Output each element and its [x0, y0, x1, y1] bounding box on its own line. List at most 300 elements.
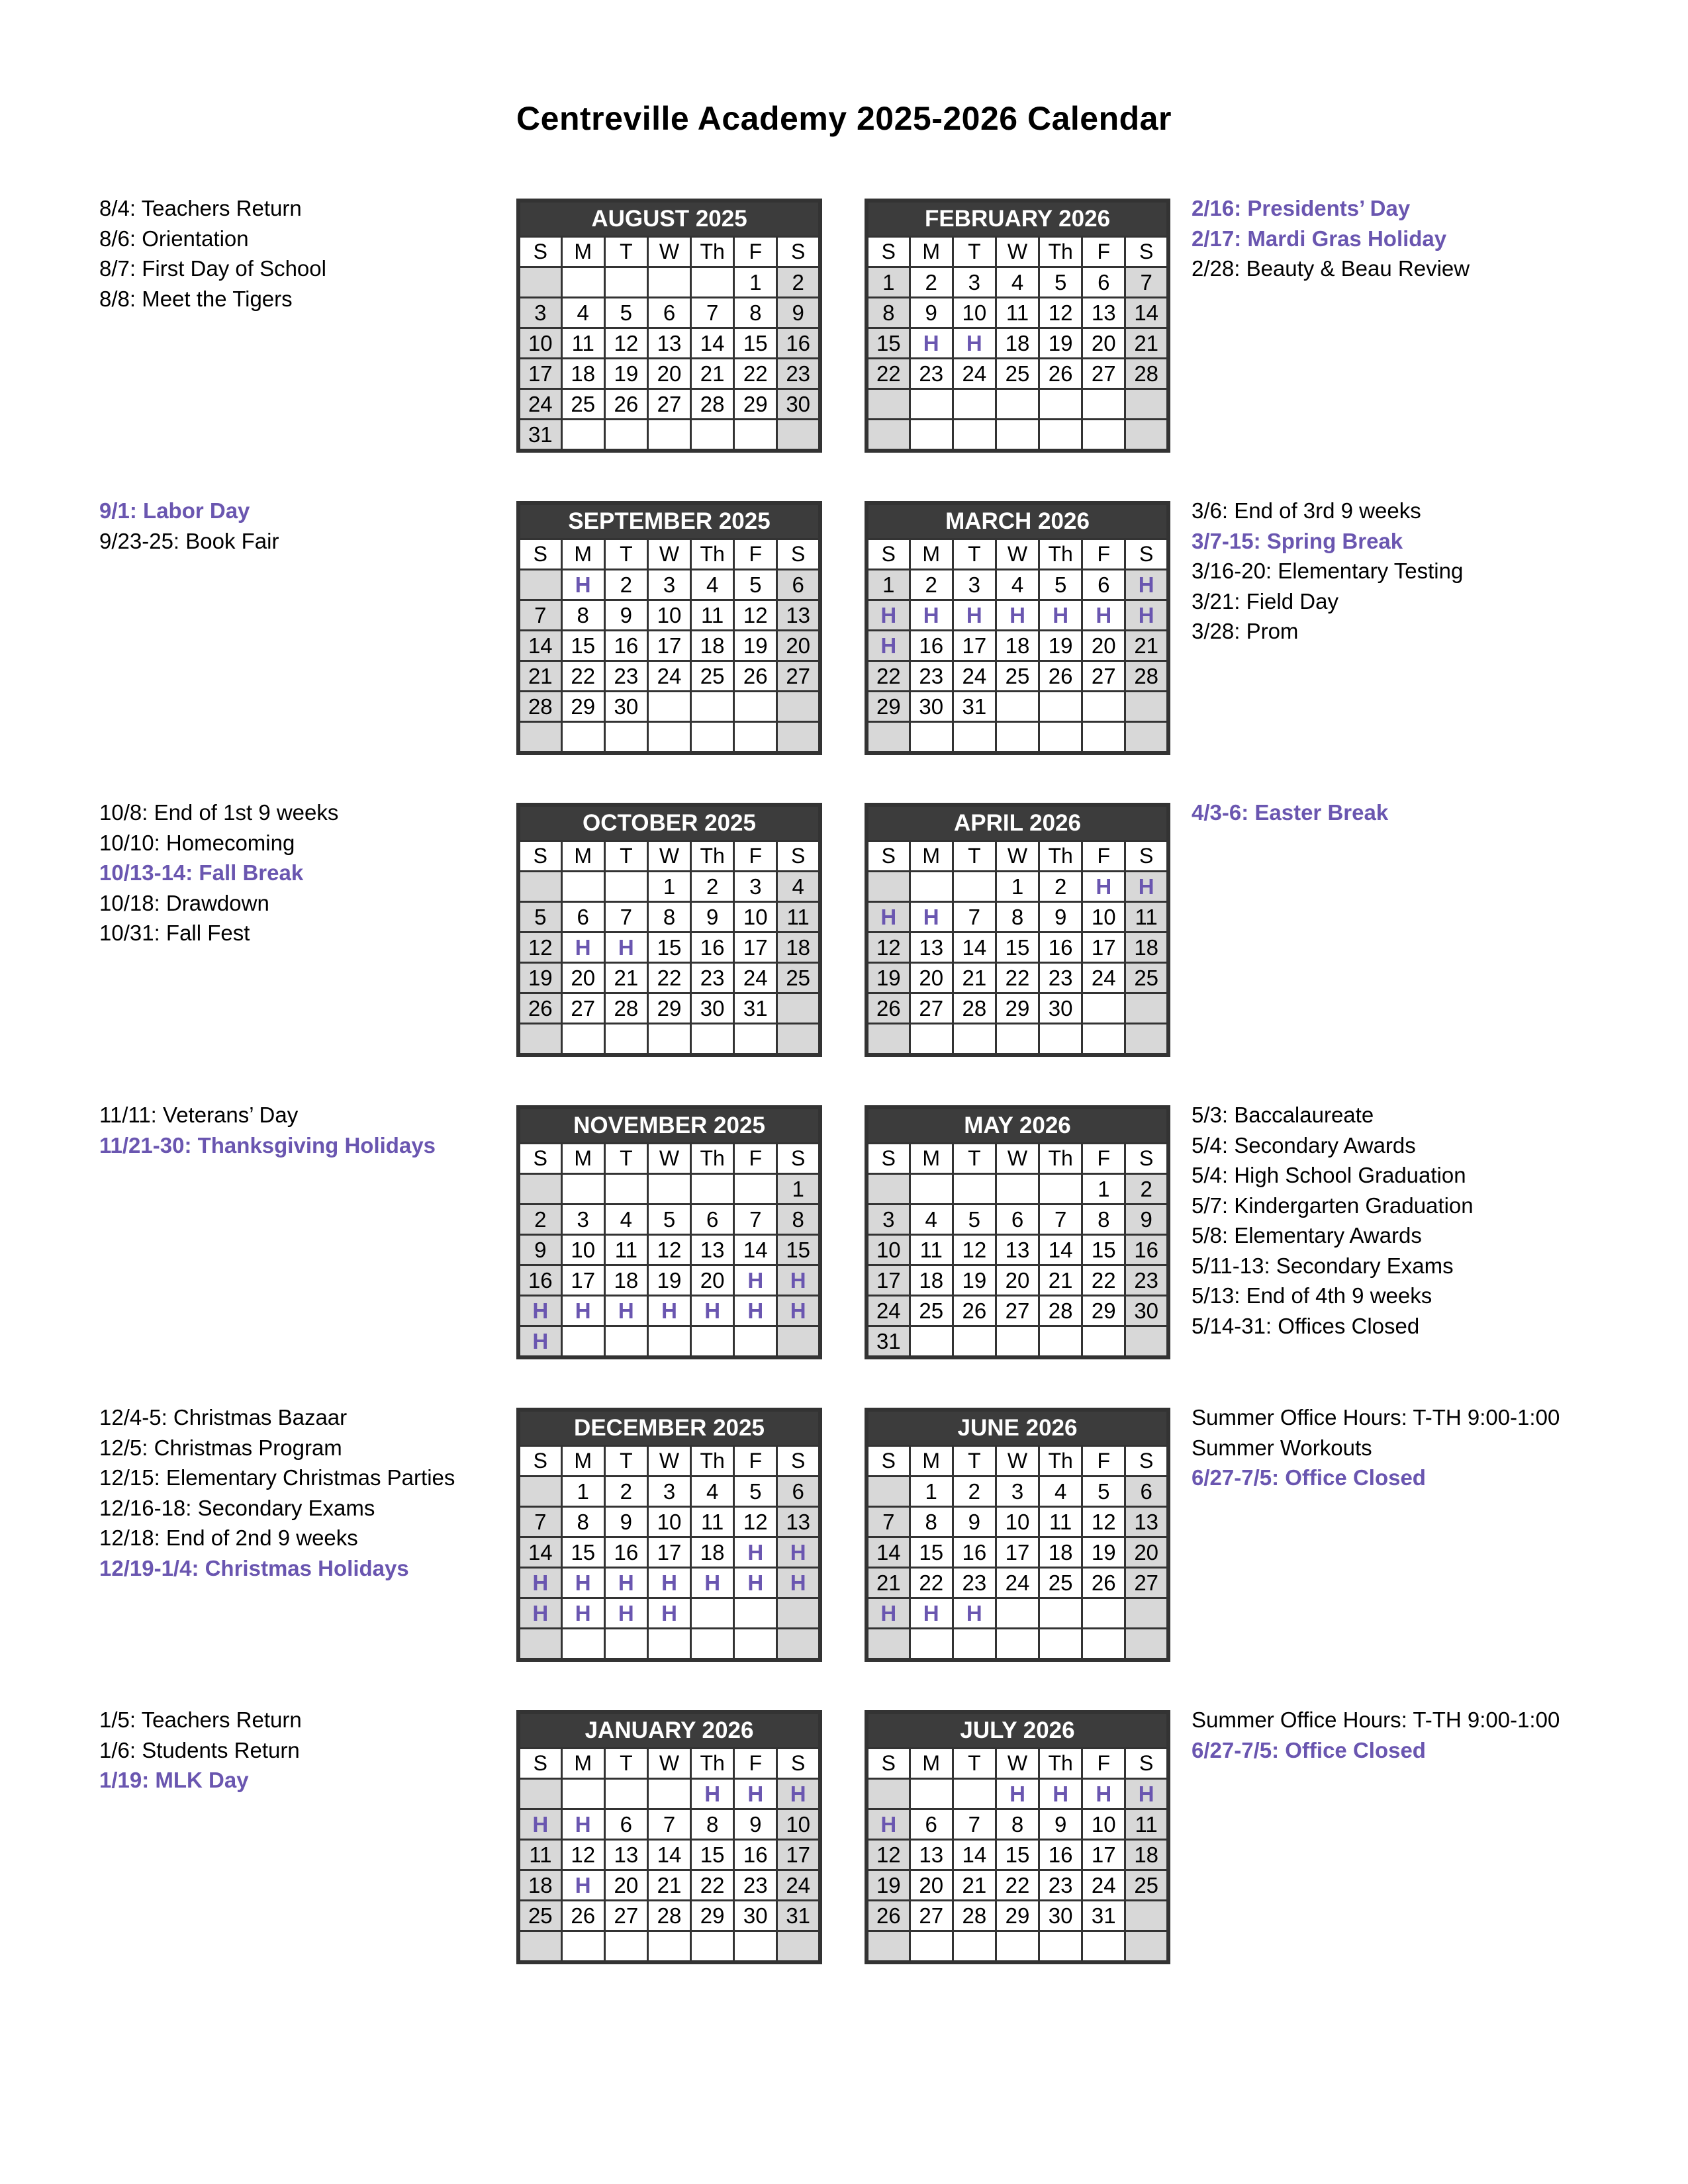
day-cell: 21	[1039, 1265, 1082, 1296]
day-cell: 15	[910, 1537, 953, 1568]
holiday-cell: H	[867, 1809, 910, 1840]
day-cell	[910, 1779, 953, 1809]
day-cell: 9	[1125, 1205, 1168, 1235]
day-cell	[691, 1326, 734, 1358]
week-row	[867, 692, 1168, 722]
day-cell: 24	[953, 359, 996, 389]
day-cell	[1039, 1024, 1082, 1056]
week-row	[518, 1901, 820, 1931]
holiday-cell: H	[996, 1779, 1039, 1809]
event-item: 5/13: End of 4th 9 weeks	[1192, 1283, 1432, 1308]
day-cell: 28	[647, 1901, 690, 1931]
day-cell	[953, 1174, 996, 1205]
day-cell: 14	[647, 1840, 690, 1870]
holiday-cell: H	[953, 600, 996, 631]
day-cell: 20	[777, 631, 820, 661]
day-cell: 16	[953, 1537, 996, 1568]
week-row	[518, 570, 820, 600]
weekday-header: M	[561, 237, 604, 267]
day-cell: 12	[647, 1235, 690, 1265]
day-cell: 12	[867, 1840, 910, 1870]
day-cell: 27	[1082, 661, 1125, 692]
day-cell: 19	[1082, 1537, 1125, 1568]
day-cell: 14	[691, 328, 734, 359]
weekday-header: S	[777, 1144, 820, 1174]
holiday-cell: H	[867, 1598, 910, 1629]
holiday-event: 4/3-6: Easter Break	[1192, 800, 1389, 825]
day-cell: 26	[518, 993, 561, 1024]
day-cell: 6	[647, 298, 690, 328]
event-item: 12/4-5: Christmas Bazaar	[99, 1405, 348, 1430]
day-cell	[867, 872, 910, 902]
holiday-cell: H	[518, 1598, 561, 1629]
weekday-header: S	[867, 1144, 910, 1174]
day-cell: 12	[1039, 298, 1082, 328]
day-cell: 2	[604, 570, 647, 600]
week-row	[867, 1931, 1168, 1963]
weekday-header: W	[647, 1446, 690, 1477]
day-cell: 19	[647, 1265, 690, 1296]
day-cell: 7	[1125, 267, 1168, 298]
week-row	[867, 993, 1168, 1024]
day-cell: 25	[777, 963, 820, 993]
day-cell: 28	[518, 692, 561, 722]
day-cell: 13	[1125, 1507, 1168, 1537]
weekday-header: F	[734, 841, 777, 872]
holiday-cell: H	[996, 600, 1039, 631]
day-cell: 8	[561, 600, 604, 631]
week-row	[518, 1931, 820, 1963]
day-cell	[604, 1326, 647, 1358]
event-item: 10/8: End of 1st 9 weeks	[99, 800, 339, 825]
month-title: FEBRUARY 2026	[867, 201, 1168, 237]
day-cell: 7	[734, 1205, 777, 1235]
day-cell: 1	[996, 872, 1039, 902]
weekday-header: Th	[691, 1749, 734, 1779]
day-cell: 12	[734, 1507, 777, 1537]
day-cell	[953, 1024, 996, 1056]
holiday-cell: H	[734, 1779, 777, 1809]
day-cell: 28	[953, 1901, 996, 1931]
month-calendar	[516, 1710, 822, 1964]
day-cell	[691, 420, 734, 451]
weekday-header: F	[734, 539, 777, 570]
holiday-cell: H	[910, 902, 953, 933]
day-cell: 29	[561, 692, 604, 722]
day-cell: 17	[867, 1265, 910, 1296]
day-cell: 8	[996, 1809, 1039, 1840]
day-cell: 21	[1125, 631, 1168, 661]
day-cell	[647, 1931, 690, 1963]
event-item: Summer Office Hours: T-TH 9:00-1:00	[1192, 1405, 1560, 1430]
day-cell	[953, 1326, 996, 1358]
weekday-header: W	[647, 237, 690, 267]
day-cell	[910, 389, 953, 420]
holiday-cell: H	[647, 1598, 690, 1629]
week-row	[867, 933, 1168, 963]
week-row	[518, 1265, 820, 1296]
day-cell: 9	[518, 1235, 561, 1265]
day-cell	[604, 722, 647, 754]
day-cell: 21	[1125, 328, 1168, 359]
day-cell: 20	[910, 1870, 953, 1901]
day-cell	[996, 420, 1039, 451]
day-cell	[647, 1779, 690, 1809]
week-row	[867, 1507, 1168, 1537]
day-cell: 8	[691, 1809, 734, 1840]
day-cell	[1082, 1024, 1125, 1056]
week-row	[518, 1598, 820, 1629]
week-row	[518, 328, 820, 359]
month-title: DECEMBER 2025	[518, 1410, 820, 1446]
day-cell: 5	[604, 298, 647, 328]
day-cell: 2	[953, 1477, 996, 1507]
day-cell: 11	[777, 902, 820, 933]
event-item: 3/16-20: Elementary Testing	[1192, 559, 1464, 583]
holiday-cell: H	[518, 1326, 561, 1358]
day-cell: 18	[1125, 1840, 1168, 1870]
day-cell: 29	[1082, 1296, 1125, 1326]
day-cell: 3	[953, 267, 996, 298]
right-event-list	[1192, 496, 1463, 647]
day-cell	[734, 1598, 777, 1629]
day-cell	[691, 1931, 734, 1963]
day-cell	[777, 692, 820, 722]
day-cell: 18	[691, 631, 734, 661]
day-cell: 4	[996, 267, 1039, 298]
day-cell	[561, 1931, 604, 1963]
month-title: APRIL 2026	[867, 805, 1168, 841]
day-cell	[518, 1779, 561, 1809]
day-cell: 2	[518, 1205, 561, 1235]
day-cell: 25	[518, 1901, 561, 1931]
day-cell: 16	[1125, 1235, 1168, 1265]
day-cell	[734, 1326, 777, 1358]
day-cell: 3	[647, 570, 690, 600]
day-cell: 3	[647, 1477, 690, 1507]
day-cell: 10	[996, 1507, 1039, 1537]
holiday-cell: H	[1125, 1779, 1168, 1809]
day-cell: 19	[867, 963, 910, 993]
day-cell: 21	[953, 963, 996, 993]
day-cell	[1125, 1326, 1168, 1358]
weekday-header: W	[647, 1144, 690, 1174]
day-cell: 6	[777, 570, 820, 600]
day-cell: 7	[518, 1507, 561, 1537]
day-cell: 29	[867, 692, 910, 722]
weekday-header: T	[953, 841, 996, 872]
day-cell: 17	[953, 631, 996, 661]
week-row	[867, 1870, 1168, 1901]
day-cell: 5	[734, 570, 777, 600]
day-cell	[604, 1629, 647, 1661]
weekday-header: Th	[691, 1144, 734, 1174]
day-cell	[996, 1598, 1039, 1629]
day-cell: 13	[996, 1235, 1039, 1265]
weekday-header: W	[996, 1749, 1039, 1779]
day-cell: 8	[996, 902, 1039, 933]
day-cell: 13	[777, 600, 820, 631]
weekday-header: T	[604, 1144, 647, 1174]
day-cell: 20	[1082, 328, 1125, 359]
event-item: 8/6: Orientation	[99, 226, 249, 251]
holiday-cell: H	[647, 1296, 690, 1326]
day-cell	[691, 1598, 734, 1629]
day-cell: 11	[518, 1840, 561, 1870]
week-row	[867, 1809, 1168, 1840]
event-item: 5/3: Baccalaureate	[1192, 1103, 1374, 1127]
right-event-list	[1192, 1705, 1560, 1765]
week-row	[867, 872, 1168, 902]
weekday-header: S	[777, 539, 820, 570]
day-cell: 8	[647, 902, 690, 933]
day-cell: 6	[777, 1477, 820, 1507]
event-item: 10/10: Homecoming	[99, 830, 295, 855]
weekday-header: F	[1082, 237, 1125, 267]
weekday-header: W	[996, 539, 1039, 570]
day-cell	[647, 692, 690, 722]
day-cell: 10	[953, 298, 996, 328]
day-cell: 3	[867, 1205, 910, 1235]
day-cell: 7	[518, 600, 561, 631]
day-cell	[1039, 722, 1082, 754]
day-cell: 27	[996, 1296, 1039, 1326]
day-cell	[518, 570, 561, 600]
day-cell: 10	[518, 328, 561, 359]
day-cell: 4	[604, 1205, 647, 1235]
day-cell: 21	[647, 1870, 690, 1901]
event-item: Summer Workouts	[1192, 1435, 1372, 1460]
weekday-header: S	[777, 237, 820, 267]
day-cell	[1125, 420, 1168, 451]
day-cell: 11	[996, 298, 1039, 328]
day-cell: 26	[867, 1901, 910, 1931]
day-cell: 23	[1039, 1870, 1082, 1901]
day-cell: 19	[1039, 631, 1082, 661]
day-cell	[561, 267, 604, 298]
day-cell: 15	[996, 1840, 1039, 1870]
week-row	[518, 1326, 820, 1358]
day-cell: 23	[953, 1568, 996, 1598]
day-cell: 6	[1082, 570, 1125, 600]
weekday-header: S	[777, 1446, 820, 1477]
day-cell: 26	[734, 661, 777, 692]
day-cell	[604, 420, 647, 451]
day-cell: 18	[691, 1537, 734, 1568]
holiday-cell: H	[910, 600, 953, 631]
event-item: Summer Office Hours: T-TH 9:00-1:00	[1192, 1707, 1560, 1732]
month-calendar	[865, 1105, 1170, 1359]
day-cell: 7	[647, 1809, 690, 1840]
month-calendar	[865, 803, 1170, 1057]
day-cell: 16	[604, 631, 647, 661]
event-item: 5/4: High School Graduation	[1192, 1163, 1466, 1187]
holiday-event: 10/13-14: Fall Break	[99, 860, 304, 885]
day-cell: 17	[647, 631, 690, 661]
holiday-cell: H	[561, 1870, 604, 1901]
week-row	[867, 722, 1168, 754]
weekday-header: T	[953, 539, 996, 570]
day-cell: 27	[647, 389, 690, 420]
day-cell: 31	[777, 1901, 820, 1931]
day-cell: 16	[777, 328, 820, 359]
holiday-cell: H	[1125, 570, 1168, 600]
day-cell: 7	[953, 902, 996, 933]
day-cell	[1125, 1024, 1168, 1056]
day-cell	[1039, 1174, 1082, 1205]
day-cell	[996, 1931, 1039, 1963]
day-cell: 30	[691, 993, 734, 1024]
day-cell	[910, 722, 953, 754]
week-row	[518, 933, 820, 963]
month-title: JUNE 2026	[867, 1410, 1168, 1446]
day-cell	[734, 1024, 777, 1056]
weekday-header: S	[518, 1446, 561, 1477]
page-title: Centreville Academy 2025-2026 Calendar	[516, 100, 1172, 137]
week-row	[867, 267, 1168, 298]
week-row	[518, 692, 820, 722]
week-row	[867, 1779, 1168, 1809]
day-cell	[1125, 1629, 1168, 1661]
day-cell: 9	[691, 902, 734, 933]
day-cell	[691, 1174, 734, 1205]
day-cell: 28	[1125, 359, 1168, 389]
day-cell: 30	[734, 1901, 777, 1931]
month-calendar	[516, 1408, 822, 1662]
day-cell: 17	[1082, 933, 1125, 963]
day-cell	[1082, 993, 1125, 1024]
day-cell: 18	[518, 1870, 561, 1901]
week-row	[867, 1326, 1168, 1358]
holiday-cell: H	[734, 1537, 777, 1568]
day-cell	[1039, 420, 1082, 451]
weekday-header: S	[1125, 539, 1168, 570]
day-cell: 26	[1039, 359, 1082, 389]
day-cell: 22	[867, 661, 910, 692]
week-row	[518, 993, 820, 1024]
weekday-header: T	[604, 237, 647, 267]
weekday-header: S	[1125, 1749, 1168, 1779]
weekday-header: M	[910, 237, 953, 267]
day-cell: 25	[561, 389, 604, 420]
day-cell: 4	[1039, 1477, 1082, 1507]
day-cell: 22	[1082, 1265, 1125, 1296]
day-cell: 18	[910, 1265, 953, 1296]
week-row	[518, 1840, 820, 1870]
day-cell: 28	[953, 993, 996, 1024]
day-cell: 5	[1039, 570, 1082, 600]
weekday-header: F	[1082, 841, 1125, 872]
month-calendar	[865, 501, 1170, 755]
week-row	[867, 661, 1168, 692]
week-row	[518, 359, 820, 389]
weekday-header: Th	[1039, 841, 1082, 872]
day-cell: 8	[1082, 1205, 1125, 1235]
day-cell	[910, 1931, 953, 1963]
week-row	[518, 1779, 820, 1809]
holiday-event: 11/21-30: Thanksgiving Holidays	[99, 1132, 436, 1158]
day-cell	[604, 1779, 647, 1809]
right-event-list	[1192, 1100, 1474, 1341]
day-cell	[1082, 1598, 1125, 1629]
holiday-cell: H	[910, 328, 953, 359]
day-cell: 2	[910, 570, 953, 600]
holiday-cell: H	[777, 1568, 820, 1598]
day-cell	[691, 722, 734, 754]
day-cell: 31	[1082, 1901, 1125, 1931]
holiday-cell: H	[518, 1296, 561, 1326]
day-cell: 1	[910, 1477, 953, 1507]
day-cell	[647, 1629, 690, 1661]
left-event-list	[99, 1402, 455, 1583]
day-cell	[1125, 993, 1168, 1024]
day-cell	[604, 1024, 647, 1056]
day-cell	[518, 1931, 561, 1963]
day-cell: 27	[777, 661, 820, 692]
holiday-cell: H	[1125, 872, 1168, 902]
day-cell: 10	[647, 600, 690, 631]
day-cell: 11	[1125, 902, 1168, 933]
holiday-cell: H	[734, 1265, 777, 1296]
day-cell: 12	[604, 328, 647, 359]
holiday-cell: H	[1039, 600, 1082, 631]
day-cell: 15	[561, 631, 604, 661]
holiday-event: 2/16: Presidents’ Day	[1192, 196, 1411, 220]
day-cell: 5	[518, 902, 561, 933]
day-cell	[647, 1174, 690, 1205]
day-cell: 15	[996, 933, 1039, 963]
day-cell	[1082, 1326, 1125, 1358]
event-item: 3/6: End of 3rd 9 weeks	[1192, 498, 1421, 523]
right-event-list	[1192, 193, 1470, 284]
day-cell: 11	[1039, 1507, 1082, 1537]
day-cell	[996, 389, 1039, 420]
week-row	[867, 963, 1168, 993]
day-cell: 14	[1125, 298, 1168, 328]
day-cell: 14	[518, 631, 561, 661]
week-row	[867, 359, 1168, 389]
week-row	[867, 1629, 1168, 1661]
weekday-header: W	[647, 539, 690, 570]
holiday-cell: H	[1082, 872, 1125, 902]
day-cell: 8	[734, 298, 777, 328]
day-cell: 11	[691, 1507, 734, 1537]
day-cell: 11	[1125, 1809, 1168, 1840]
weekday-header: Th	[1039, 1446, 1082, 1477]
week-row	[518, 1568, 820, 1598]
day-cell	[561, 872, 604, 902]
week-row	[518, 1024, 820, 1056]
day-cell: 15	[777, 1235, 820, 1265]
day-cell: 31	[953, 692, 996, 722]
holiday-cell: H	[734, 1296, 777, 1326]
day-cell: 18	[996, 631, 1039, 661]
day-cell: 16	[604, 1537, 647, 1568]
weekday-header: S	[777, 841, 820, 872]
day-cell: 7	[867, 1507, 910, 1537]
day-cell: 24	[777, 1870, 820, 1901]
day-cell: 21	[691, 359, 734, 389]
day-cell: 7	[604, 902, 647, 933]
day-cell	[1082, 692, 1125, 722]
day-cell: 28	[1039, 1296, 1082, 1326]
week-row	[867, 570, 1168, 600]
day-cell: 3	[996, 1477, 1039, 1507]
day-cell: 19	[867, 1870, 910, 1901]
day-cell: 18	[561, 359, 604, 389]
weekday-header: Th	[1039, 1749, 1082, 1779]
event-item: 3/21: Field Day	[1192, 588, 1338, 614]
